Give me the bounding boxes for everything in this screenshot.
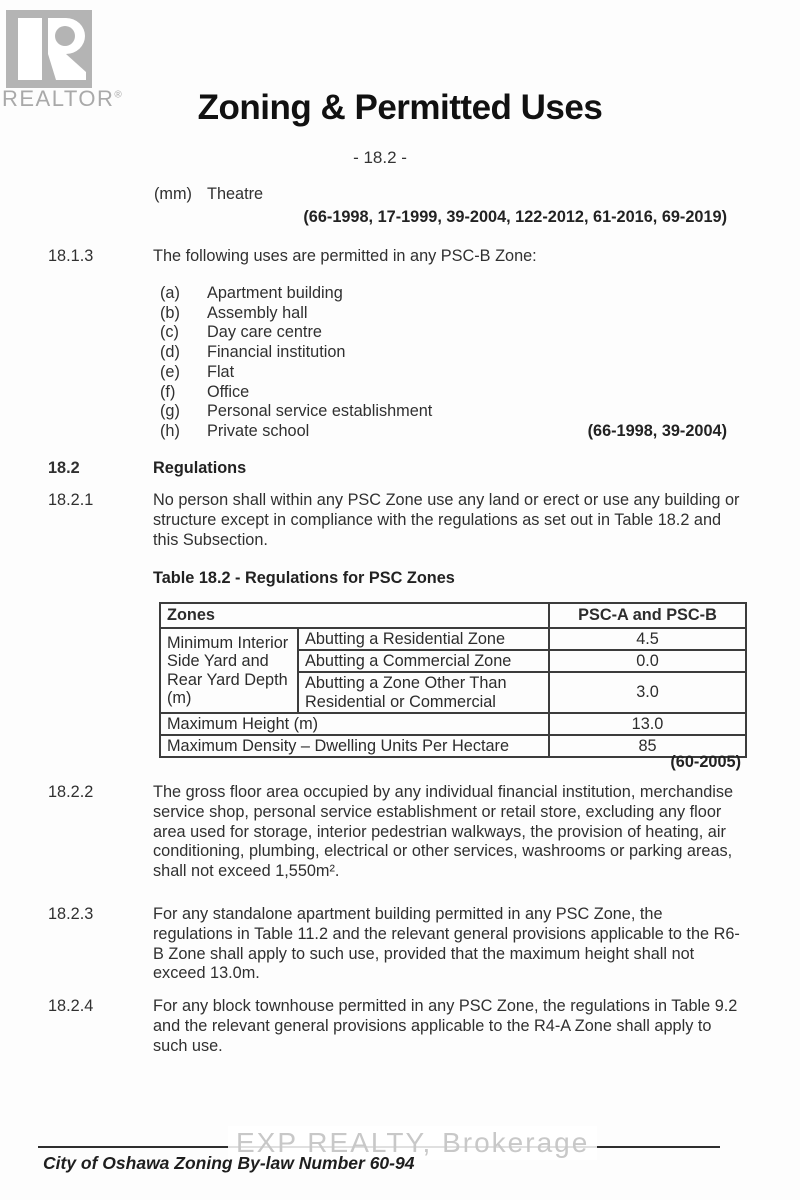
- registered-symbol: ®: [114, 89, 124, 101]
- section-number-18-1-3: 18.1.3: [48, 247, 94, 265]
- use-item-label: (mm): [154, 185, 192, 203]
- condition-cell: Abutting a Residential Zone: [298, 628, 549, 650]
- list-item: (f) Office: [160, 382, 250, 401]
- section-18-2-heading: Regulations: [153, 459, 247, 477]
- list-item: (d) Financial institution: [160, 343, 346, 362]
- value-cell: 4.5: [549, 628, 746, 650]
- footer-bylaw-title: City of Oshawa Zoning By-law Number 60-94: [43, 1153, 415, 1173]
- psc-column-header-cell: PSC-A and PSC-B: [549, 603, 746, 628]
- section-18-2-2-text: The gross floor area occupied by any individual financial institution, merchandise service shop, personal service establishment or retail store, excluding any floor area used for storage, interior pedestrian walkways, the provision of heating, air conditioning, plumbing, electrical or other services, washrooms or parking areas, shall not exceed 1,550m².: [153, 783, 734, 881]
- realtor-wordmark: REALTOR®: [2, 86, 124, 111]
- value-cell: 3.0: [549, 672, 746, 713]
- brokerage-watermark: EXP REALTY, Brokerage: [228, 1126, 597, 1160]
- section-18-2-4-text: For any block townhouse permitted in any PSC Zone, the regulations in Table 9.2 and the relevant general provisions applicable to the R4-A Zone shall apply to such use.: [153, 997, 738, 1055]
- list-item: (e) Flat: [160, 362, 235, 381]
- permitted-uses-list: [160, 284, 432, 442]
- max-density-label-cell: Maximum Density – Dwelling Units Per Hectare: [160, 735, 549, 757]
- table-row: [160, 628, 746, 650]
- section-number-18-2-1: 18.2.1: [48, 491, 94, 509]
- max-height-label-cell: Maximum Height (m): [160, 713, 549, 735]
- list-item: (g) Personal service establishment: [160, 402, 433, 421]
- amendment-reference: (66-1998, 39-2004): [587, 422, 727, 440]
- amendment-reference: (66-1998, 17-1999, 39-2004, 122-2012, 61-2016, 69-2019): [303, 208, 727, 226]
- table-row: [160, 713, 746, 735]
- condition-cell: Abutting a Commercial Zone: [298, 650, 549, 672]
- list-item: (a) Apartment building: [160, 284, 343, 302]
- section-number-18-2-3: 18.2.3: [48, 905, 94, 923]
- condition-cell: Abutting a Zone Other Than Residential or Commercial: [298, 672, 549, 713]
- value-cell: 0.0: [549, 650, 746, 672]
- section-18-1-3-text: The following uses are permitted in any PSC-B Zone:: [153, 247, 537, 265]
- realtor-block-r-icon: [6, 10, 92, 88]
- section-number-18-2: 18.2: [48, 459, 80, 477]
- regulations-table: [159, 602, 747, 758]
- use-item-text: Theatre: [207, 185, 264, 203]
- amendment-reference: (60-2005): [670, 753, 741, 771]
- page-number: - 18.2 -: [353, 148, 407, 167]
- table-caption: Table 18.2 - Regulations for PSC Zones: [153, 569, 455, 587]
- value-cell: 13.0: [549, 713, 746, 735]
- list-item: (b) Assembly hall: [160, 303, 308, 322]
- section-number-18-2-2: 18.2.2: [48, 783, 94, 801]
- zones-header-cell: Zones: [160, 603, 549, 628]
- list-item: (h) Private school: [160, 421, 310, 440]
- list-item: (c) Day care centre: [160, 323, 322, 342]
- section-18-2-1-text: No person shall within any PSC Zone use any land or erect or use any building or structure except in compliance with the regulations as set out in Table 18.2 and this Subsection.: [153, 491, 740, 549]
- yard-depth-label-cell: Minimum Interior Side Yard and Rear Yard Depth (m): [160, 628, 298, 713]
- section-number-18-2-4: 18.2.4: [48, 997, 94, 1015]
- table-header-row: [160, 603, 746, 628]
- value-cell: 85: [549, 735, 746, 757]
- section-18-2-3-text: For any standalone apartment building permitted in any PSC Zone, the regulations in Table 11.2 and the relevant general provisions applicable to the R6-B Zone shall apply to such use, provided that the maximum height shall not exceed 13.0m.: [153, 905, 740, 983]
- page-title: Zoning & Permitted Uses: [197, 88, 603, 127]
